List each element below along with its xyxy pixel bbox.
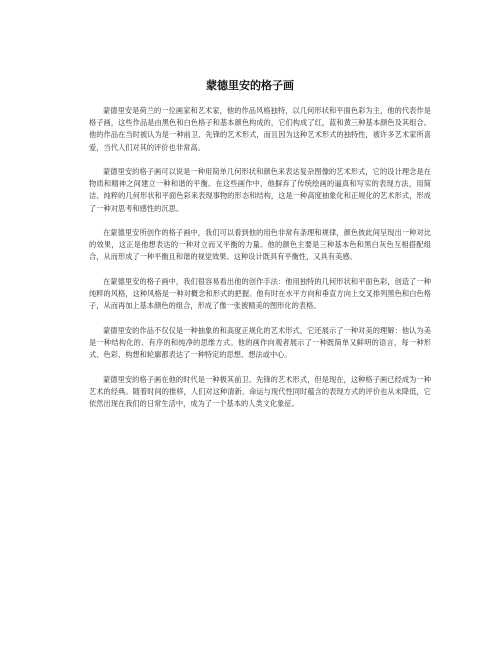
paragraph-3: 在蒙德里安所创作的格子画中，我们可以看到他的用色非常有条理和规律，颜色彼此间呈现出一种对比的效果，这正是他想表达的一种对立而又平衡的力量。他的颜色主要是三种基本色和黑白灰色互相搭配组合，从而形成了一种平衡且和谐的视觉效果。这种设计既具有平衡性，又具有美感。 <box>89 228 431 262</box>
document-title: 蒙德里安的格子画 <box>206 79 294 92</box>
paragraph-5: 蒙德里安的作品不仅仅是一种抽象的和高度正规化的艺术形式，它还展示了一种对美的理解：他认为美是一种结构化的、有序的和纯净的思维方式。他的画作向观者展示了一种既简单又鲜明的语言，每一种形式、色彩、构想和轮廓都表达了一种特定的思想、想法或中心。 <box>89 326 431 360</box>
paragraph-1: 蒙德里安是荷兰的一位画家和艺术家，他的作品风格独特，以几何形状和平面色彩为主，他的代表作是格子画，这些作品是由黑色和白色格子和基本颜色构成的，它们构成了红，蓝和黄三种基本颜色及其组合。他的作品在当时被认为是一种前卫、先锋的艺术形式，而且因为这种艺术形式的独特性，被许多艺术家所喜爱，当代人们对其的评价也非常高。 <box>89 106 431 152</box>
paragraph-2: 蒙德里安的格子画可以说是一种用简单几何形状和颜色来表达复杂图像的艺术形式，它的设计理念是在物质和精神之间建立一种和谐的平衡。在这些画作中，他摒弃了传统绘画的逼真和写实的表现方法，用简洁、纯粹的几何形状和平面色彩来表现事物的形态和结构，这是一种高度抽象化和正规化的艺术形式，形成了一种对思考和感性的沉思。 <box>89 167 431 213</box>
paragraph-4: 在蒙德里安的格子画中，我们很容易看出他的创作手法：他用独特的几何形状和平面色彩，创造了一种纯粹的风格，这种风格是一种对概念和形式的把握。他有时在水平方向和垂直方向上交叉排列黑色和白色格子，从而再加上基本颜色的组合，形成了像一张被精美的图形化的表格。 <box>89 277 431 311</box>
paragraph-6: 蒙德里安的格子画在他的时代是一种极其前卫、先锋的艺术形式，但是现在，这种格子画已经成为一种艺术的经典。随着时间的推移，人们对这种清新、命运与现代性同时蕴含的表现方式的评价也从未降低，它依然出现在我们的日常生活中，成为了一个基本的人类文化象征。 <box>89 375 431 409</box>
